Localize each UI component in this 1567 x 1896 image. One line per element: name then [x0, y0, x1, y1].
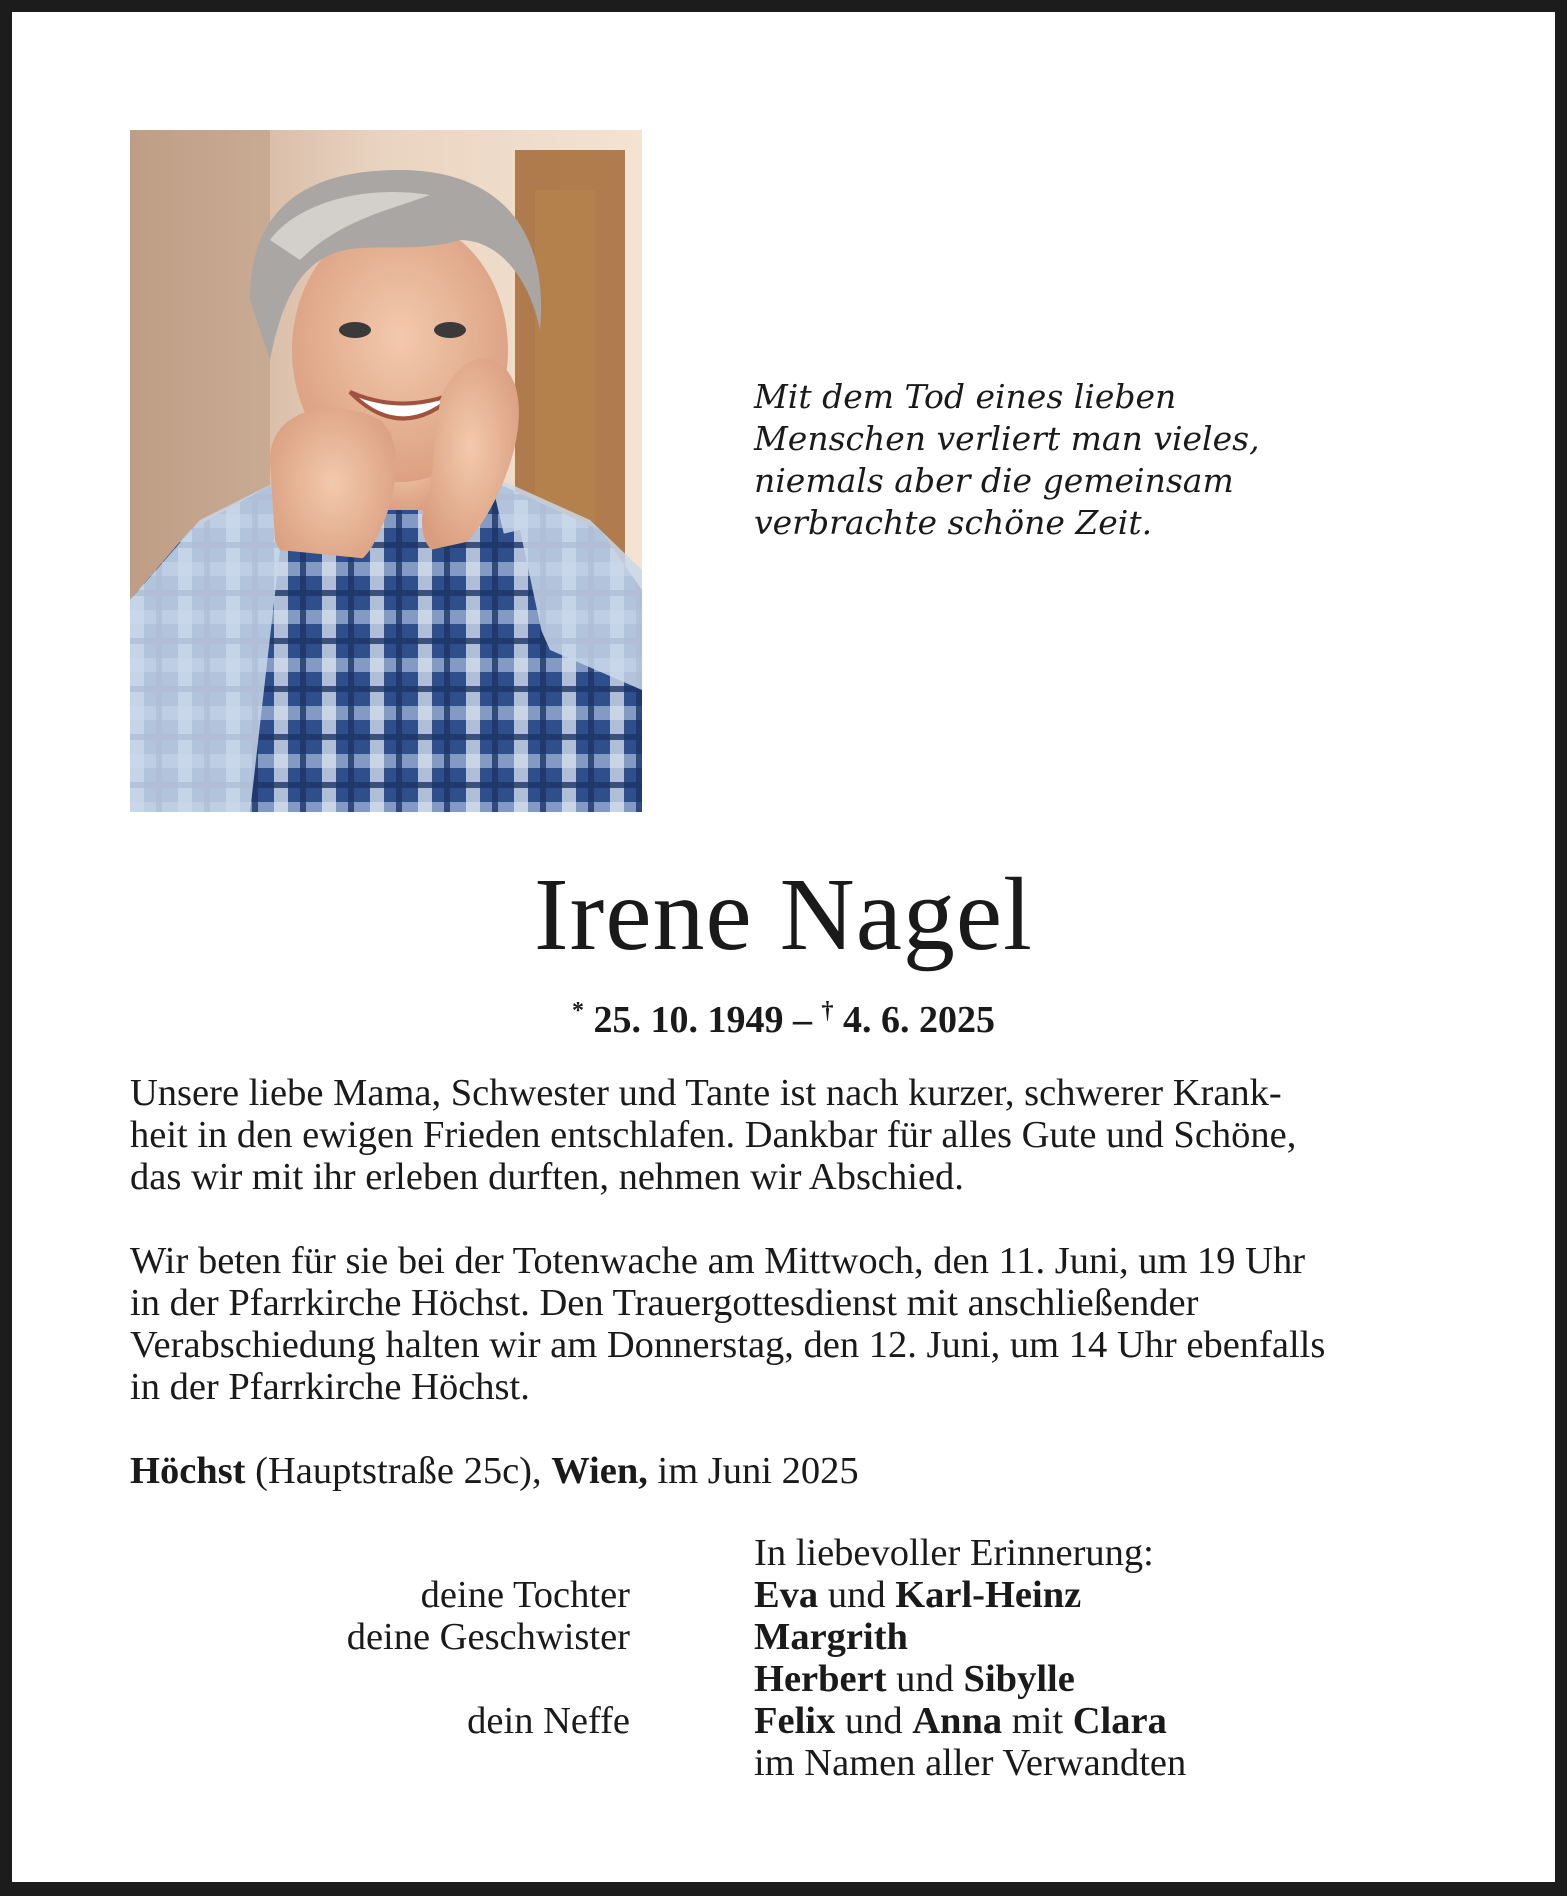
connector-text: mit	[1011, 1700, 1064, 1742]
family-name: Anna	[912, 1700, 1003, 1742]
signoff-heading: In liebevoller Erinnerung:	[754, 1532, 1154, 1574]
family-name: Margrith	[754, 1616, 908, 1658]
birth-symbol: *	[572, 998, 584, 1024]
family-name: Karl-Heinz	[895, 1574, 1082, 1616]
relation-label: deine Tochter	[420, 1574, 630, 1616]
family-name: Felix	[754, 1700, 836, 1742]
family-names	[754, 1574, 1081, 1616]
quote-line: verbrachte schöne Zeit.	[754, 503, 1153, 542]
family-name: Herbert	[754, 1658, 887, 1700]
service-paragraph	[130, 1240, 1438, 1408]
paragraph-line: Verabschiedung halten wir am Donnerstag, den 12. Juni, um 14 Uhr ebenfalls	[130, 1324, 1326, 1366]
family-name: Clara	[1072, 1700, 1167, 1742]
memorial-quote	[754, 376, 1274, 544]
quote-line: Menschen verliert man vieles,	[754, 419, 1260, 458]
place-date: im Juni 2025	[657, 1450, 859, 1492]
death-symbol: †	[821, 998, 834, 1024]
relation-label: deine Geschwister	[346, 1616, 630, 1658]
signoff-block	[130, 1532, 1438, 1784]
place-address: (Hauptstraße 25c),	[255, 1450, 542, 1492]
paragraph-line: Unsere liebe Mama, Schwester und Tante ist nach kurzer, schwerer Krank-	[130, 1072, 1282, 1114]
deceased-name: Irene Nagel	[534, 857, 1033, 972]
death-date: 4. 6. 2025	[843, 999, 995, 1041]
place-town: Höchst	[130, 1450, 246, 1492]
date-separator: –	[793, 999, 812, 1041]
paragraph-line: das wir mit ihr erleben durften, nehmen wir Abschied.	[130, 1156, 964, 1198]
family-names	[754, 1700, 1167, 1742]
family-name: Eva	[754, 1574, 819, 1616]
signoff-closing: im Namen aller Verwandten	[754, 1742, 1187, 1784]
paragraph-line: Wir beten für sie bei der Totenwache am Mittwoch, den 11. Juni, um 19 Uhr	[130, 1240, 1306, 1282]
family-names	[754, 1658, 1075, 1700]
paragraph-line: in der Pfarrkirche Höchst.	[130, 1366, 530, 1408]
connector-text: und	[827, 1574, 886, 1616]
place-city: Wien,	[551, 1450, 648, 1492]
paragraph-line: in der Pfarrkirche Höchst. Den Trauergottesdienst mit anschließender	[130, 1282, 1199, 1324]
announcement-paragraph	[130, 1072, 1438, 1198]
connector-text: und	[896, 1658, 954, 1700]
life-dates	[0, 988, 1567, 1043]
family-name: Sibylle	[963, 1658, 1075, 1700]
family-names	[754, 1616, 908, 1658]
relation-label: dein Neffe	[467, 1700, 630, 1742]
quote-line: niemals aber die gemeinsam	[754, 461, 1234, 500]
place-and-date	[130, 1450, 859, 1492]
quote-line: Mit dem Tod eines lieben	[754, 377, 1177, 416]
portrait-photo	[130, 130, 642, 812]
paragraph-line: heit in den ewigen Frieden entschlafen. Dankbar für alles Gute und Schöne,	[130, 1114, 1297, 1156]
birth-date: 25. 10. 1949	[593, 999, 784, 1041]
connector-text: und	[844, 1700, 903, 1742]
